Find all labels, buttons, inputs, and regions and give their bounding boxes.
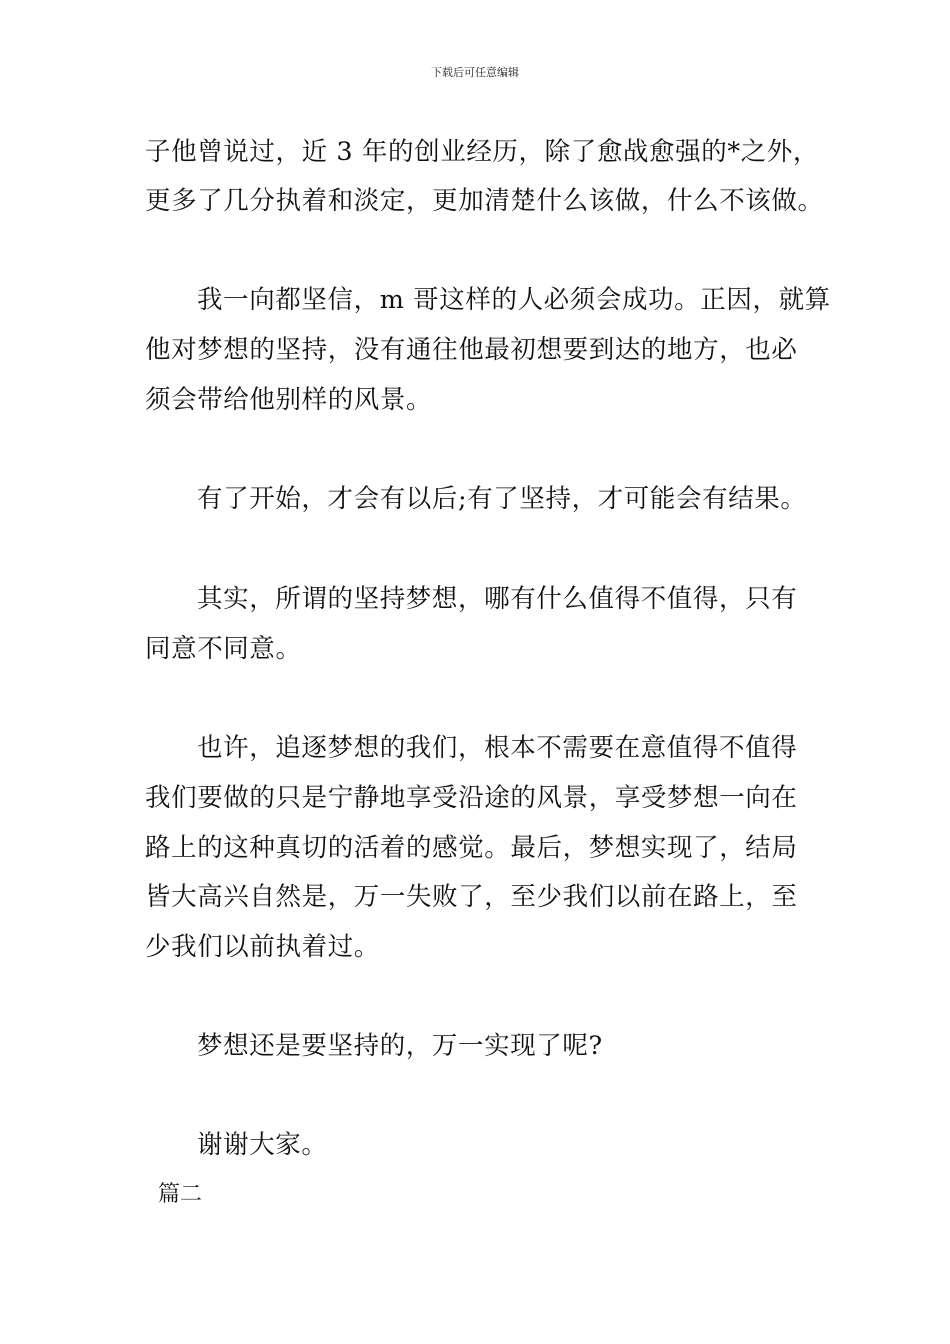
text-line: 谢谢大家。 xyxy=(197,1130,328,1160)
text-line: 我一向都坚信，m 哥这样的人必须会成功。正因，就算 xyxy=(197,285,831,315)
text-line: 更多了几分执着和淡定，更加清楚什么该做，什么不该做。 xyxy=(145,186,824,216)
page-header-note: 下载后可任意编辑 xyxy=(431,66,519,79)
section-title: 篇二 xyxy=(158,1182,203,1207)
text-line: 也许，追逐梦想的我们，根本不需要在意值得不值得 xyxy=(197,733,798,763)
text-line: 有了开始，才会有以后;有了坚持，才可能会有结果。 xyxy=(197,484,807,514)
text-line: 路上的这种真切的活着的感觉。最后，梦想实现了，结局 xyxy=(145,833,798,863)
text-line: 其实，所谓的坚持梦想，哪有什么值得不值得，只有 xyxy=(197,584,798,614)
text-line: 须会带给他别样的风景。 xyxy=(145,385,433,415)
text-line: 梦想还是要坚持的，万一实现了呢? xyxy=(197,1031,603,1061)
text-line: 同意不同意。 xyxy=(145,634,302,664)
text-line: 我们要做的只是宁静地享受沿途的风景，享受梦想一向在 xyxy=(145,783,798,813)
text-line: 子他曾说过，近 3 年的创业经历，除了愈战愈强的*之外， xyxy=(145,137,819,167)
text-line: 他对梦想的坚持，没有通往他最初想要到达的地方，也必 xyxy=(145,335,798,365)
text-line: 皆大高兴自然是，万一失败了，至少我们以前在路上，至 xyxy=(145,882,798,912)
text-line: 少我们以前执着过。 xyxy=(145,932,380,962)
